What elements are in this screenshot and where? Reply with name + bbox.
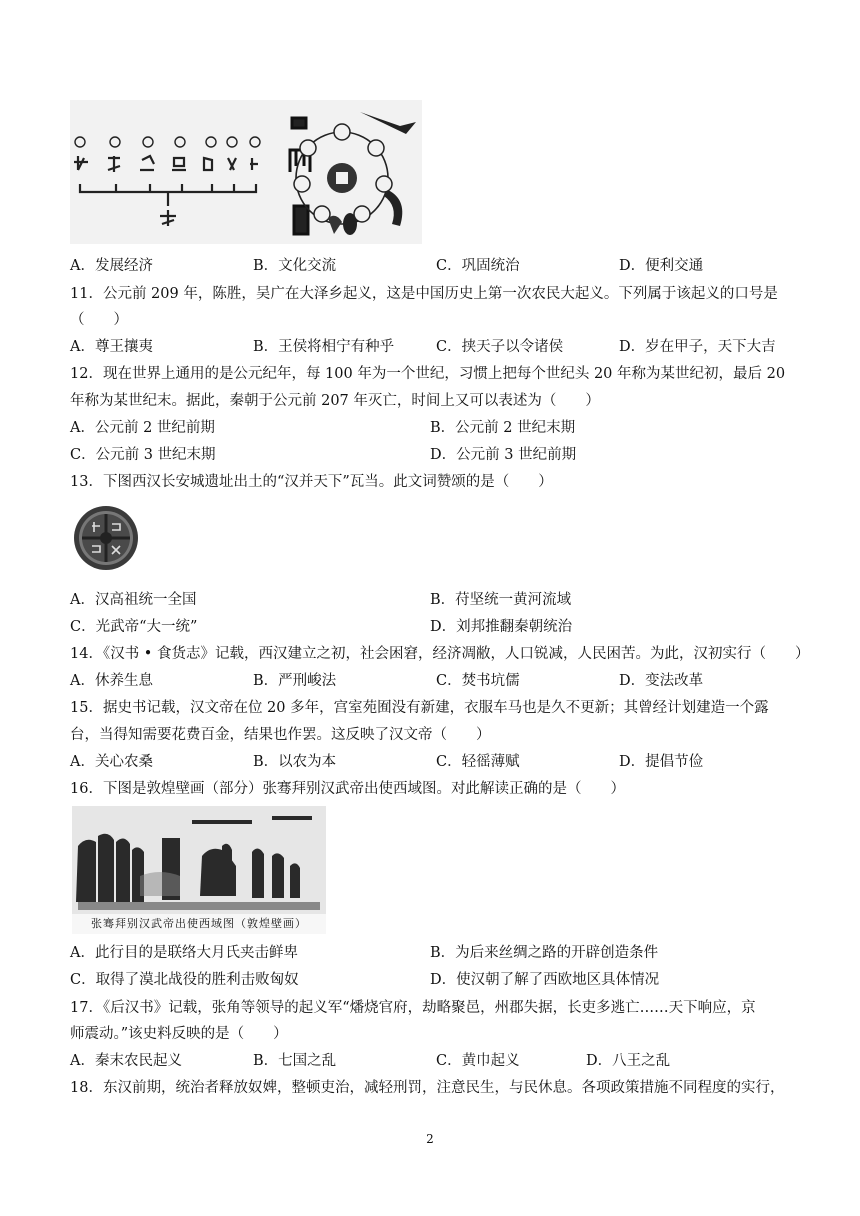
- q15-stem-line2: 台，当得知需要花费百金，结果也作罢。这反映了汉文帝（ ）: [70, 727, 491, 743]
- q18-stem: 18．东汉前期，统治者释放奴婢，整顿吏治，减轻刑罚，注意民生，与民休息。各项政策措施不同程度的实行，: [70, 1080, 785, 1096]
- q10-option-a: A．发展经济: [70, 258, 153, 274]
- q11-stem-line1: 11．公元前 209 年，陈胜，吴广在大泽乡起义，这是中国历史上第一次农民大起义。下列属于该起义的口号是: [70, 286, 778, 302]
- q15-option-d: D．提倡节俭: [619, 754, 704, 770]
- q12-option-c: C．公元前 3 世纪末期: [70, 447, 216, 463]
- q16-option-d: D．使汉朝了解了西欧地区具体情况: [430, 972, 660, 988]
- q17-option-a: A．秦末农民起义: [70, 1053, 182, 1069]
- q10-option-c: C．巩固统治: [436, 258, 520, 274]
- q12-option-b: B．公元前 2 世纪末期: [430, 420, 576, 436]
- q13-option-c: C．光武帝“大一统”: [70, 619, 198, 635]
- q16-stem: 16．下图是敦煌壁画（部分）张骞拜别汉武帝出使西域图。对此解读正确的是（ ）: [70, 781, 625, 797]
- q14-option-c: C．焚书坑儒: [436, 673, 520, 689]
- han-tile-end-illustration: [72, 504, 140, 572]
- tile-end-image: [72, 504, 140, 572]
- q10-option-d: D．便利交通: [619, 258, 704, 274]
- q13-stem: 13．下图西汉长安城遗址出土的“汉并天下”瓦当。此文词赞颂的是（ ）: [70, 474, 553, 490]
- q17-option-c: C．黄巾起义: [436, 1053, 520, 1069]
- q15-stem-line1: 15．据史书记载，汉文帝在位 20 多年，宫室苑囿没有新建，衣服车马也是久不更新；其曾经计划建造一个露: [70, 700, 769, 716]
- page-number: 2: [426, 1132, 434, 1146]
- mural-caption: 张骞拜别汉武帝出使西域图（敦煌壁画）: [72, 914, 326, 934]
- script-and-coin-illustration: [70, 100, 422, 244]
- q13-option-a: A．汉高祖统一全国: [70, 592, 197, 608]
- unification-figure: [70, 100, 422, 244]
- q17-option-d: D．八王之乱: [586, 1053, 671, 1069]
- q14-option-a: A．休养生息: [70, 673, 153, 689]
- q11-stem-line2: （ ）: [70, 312, 128, 328]
- q16-option-b: B．为后来丝绸之路的开辟创造条件: [430, 945, 659, 961]
- q17-stem-line1: 17．《后汉书》记载，张角等领导的起义军“燔烧官府，劫略聚邑，州郡失据，长吏多逃亡……天下响应，京: [70, 1000, 756, 1016]
- q15-option-a: A．关心农桑: [70, 754, 153, 770]
- q15-option-b: B．以农为本: [253, 754, 337, 770]
- q11-option-d: D．岁在甲子，天下大吉: [619, 339, 776, 355]
- q11-option-a: A．尊王攘夷: [70, 339, 153, 355]
- q15-option-c: C．轻徭薄赋: [436, 754, 520, 770]
- q14-option-b: B．严刑峻法: [253, 673, 337, 689]
- q12-stem-line2: 年称为某世纪末。据此，秦朝于公元前 207 年灭亡，时间上又可以表述为（ ）: [70, 393, 600, 409]
- q16-option-c: C．取得了漠北战役的胜利击败匈奴: [70, 972, 299, 988]
- q13-option-d: D．刘邦推翻秦朝统治: [430, 619, 573, 635]
- q12-option-a: A．公元前 2 世纪前期: [70, 420, 215, 436]
- q11-option-b: B．王侯将相宁有种乎: [253, 339, 395, 355]
- q12-option-d: D．公元前 3 世纪前期: [430, 447, 577, 463]
- q16-option-a: A．此行目的是联络大月氏夹击鲜卑: [70, 945, 298, 961]
- q12-stem-line1: 12．现在世界上通用的是公元纪年，每 100 年为一个世纪，习惯上把每个世纪头 20 年称为某世纪初，最后 20: [70, 366, 786, 382]
- q10-option-b: B．文化交流: [253, 258, 337, 274]
- dunhuang-mural-image: [72, 806, 326, 934]
- mural-illustration: [72, 806, 326, 914]
- q14-option-d: D．变法改革: [619, 673, 704, 689]
- q17-option-b: B．七国之乱: [253, 1053, 337, 1069]
- q17-stem-line2: 师震动。”该史料反映的是（ ）: [70, 1026, 288, 1042]
- q14-stem: 14．《汉书 • 食货志》记载，西汉建立之初，社会困窘，经济凋敝，人口锐减，人民困苦。为此，汉初实行（ ）: [70, 646, 810, 662]
- q13-option-b: B．苻坚统一黄河流域: [430, 592, 572, 608]
- q11-option-c: C．挟天子以令诸侯: [436, 339, 564, 355]
